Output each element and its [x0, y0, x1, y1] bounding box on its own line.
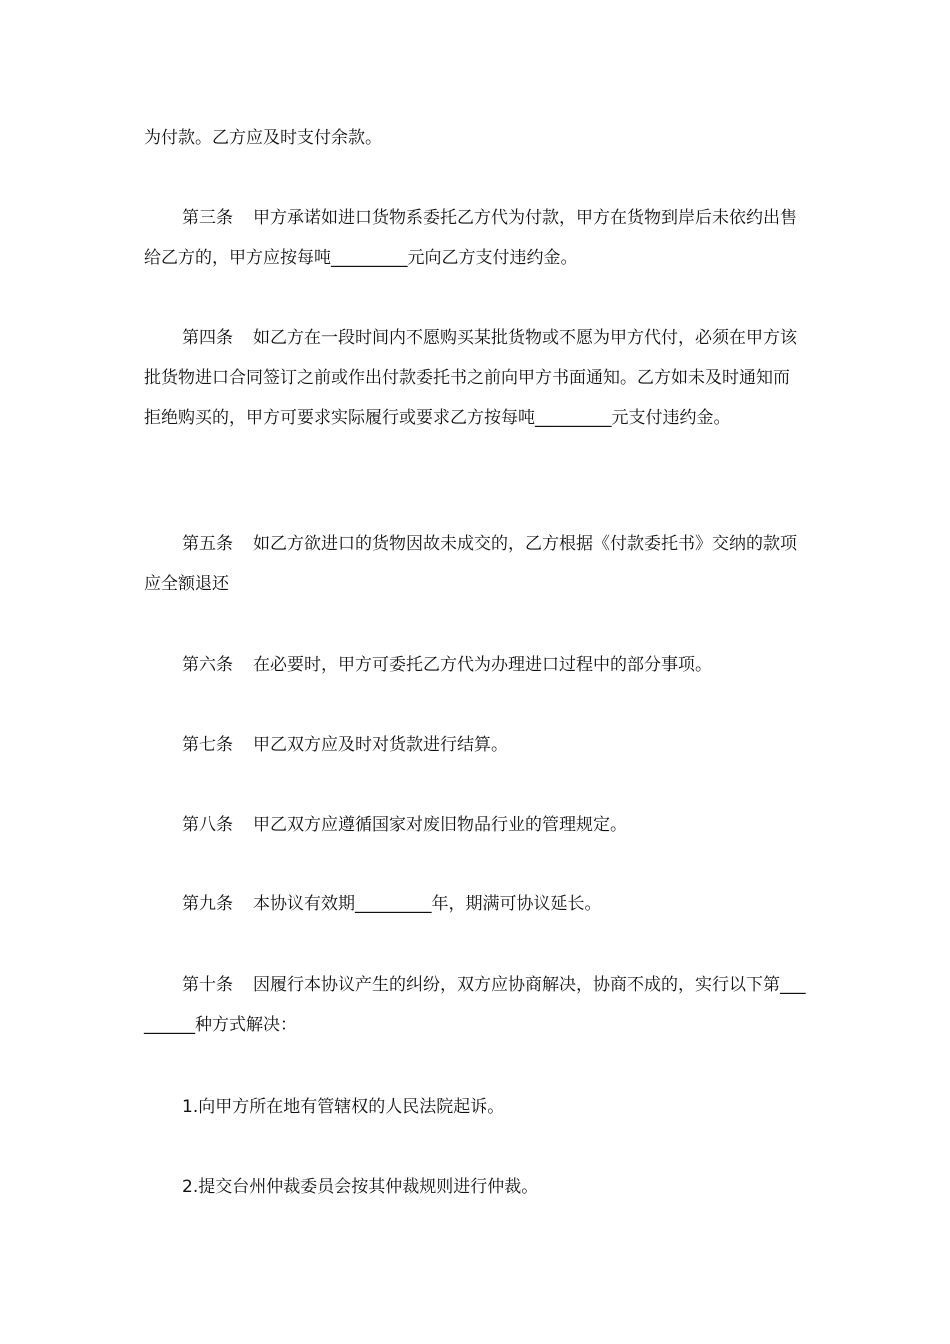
list-item-text: 1.向甲方所在地有管辖权的人民法院起诉。 — [182, 1097, 505, 1117]
article-number: 第八条 — [182, 815, 233, 835]
article-6 — [144, 645, 806, 685]
article-text: 甲乙双方应遵循国家对废旧物品行业的管理规定。 — [253, 815, 627, 835]
paragraph-continuation — [144, 118, 806, 158]
article-number: 第六条 — [182, 655, 233, 675]
list-item — [144, 1087, 806, 1127]
article-text: 因履行本协议产生的纠纷，双方应协商解决，协商不成的，实行以下第_________种方式解决： — [144, 975, 806, 1035]
article-number: 第五条 — [182, 534, 233, 554]
article-3 — [144, 198, 806, 278]
article-10 — [144, 965, 806, 1045]
article-7 — [144, 725, 806, 765]
article-number: 第十条 — [182, 975, 233, 995]
paragraph-text: 为付款。乙方应及时支付余款。 — [144, 128, 382, 148]
article-5 — [144, 524, 806, 604]
article-text: 如乙方在一段时间内不愿购买某批货物或不愿为甲方代付，必须在甲方该批货物进口合同签订之前或作出付款委托书之前向甲方书面通知。乙方如未及时通知而拒绝购买的，甲方可要求实际履行或要求乙方按每吨_________元支付违约金。 — [144, 328, 797, 428]
article-4 — [144, 318, 806, 438]
article-text: 本协议有效期_________年，期满可协议延长。 — [253, 894, 602, 914]
article-number: 第三条 — [182, 208, 233, 228]
article-text: 甲方承诺如进口货物系委托乙方代为付款，甲方在货物到岸后未依约出售给乙方的，甲方应按每吨_________元向乙方支付违约金。 — [144, 208, 797, 268]
article-number: 第四条 — [182, 328, 233, 348]
article-9 — [144, 884, 806, 924]
article-text: 在必要时，甲方可委托乙方代为办理进口过程中的部分事项。 — [253, 655, 712, 675]
article-text: 甲乙双方应及时对货款进行结算。 — [253, 735, 508, 755]
article-number: 第七条 — [182, 735, 233, 755]
list-item — [144, 1167, 806, 1207]
list-item-text: 2.提交台州仲裁委员会按其仲裁规则进行仲裁。 — [182, 1177, 539, 1197]
article-text: 如乙方欲进口的货物因故未成交的，乙方根据《付款委托书》交纳的款项应全额退还 — [144, 534, 797, 594]
article-number: 第九条 — [182, 894, 233, 914]
article-8 — [144, 805, 806, 845]
